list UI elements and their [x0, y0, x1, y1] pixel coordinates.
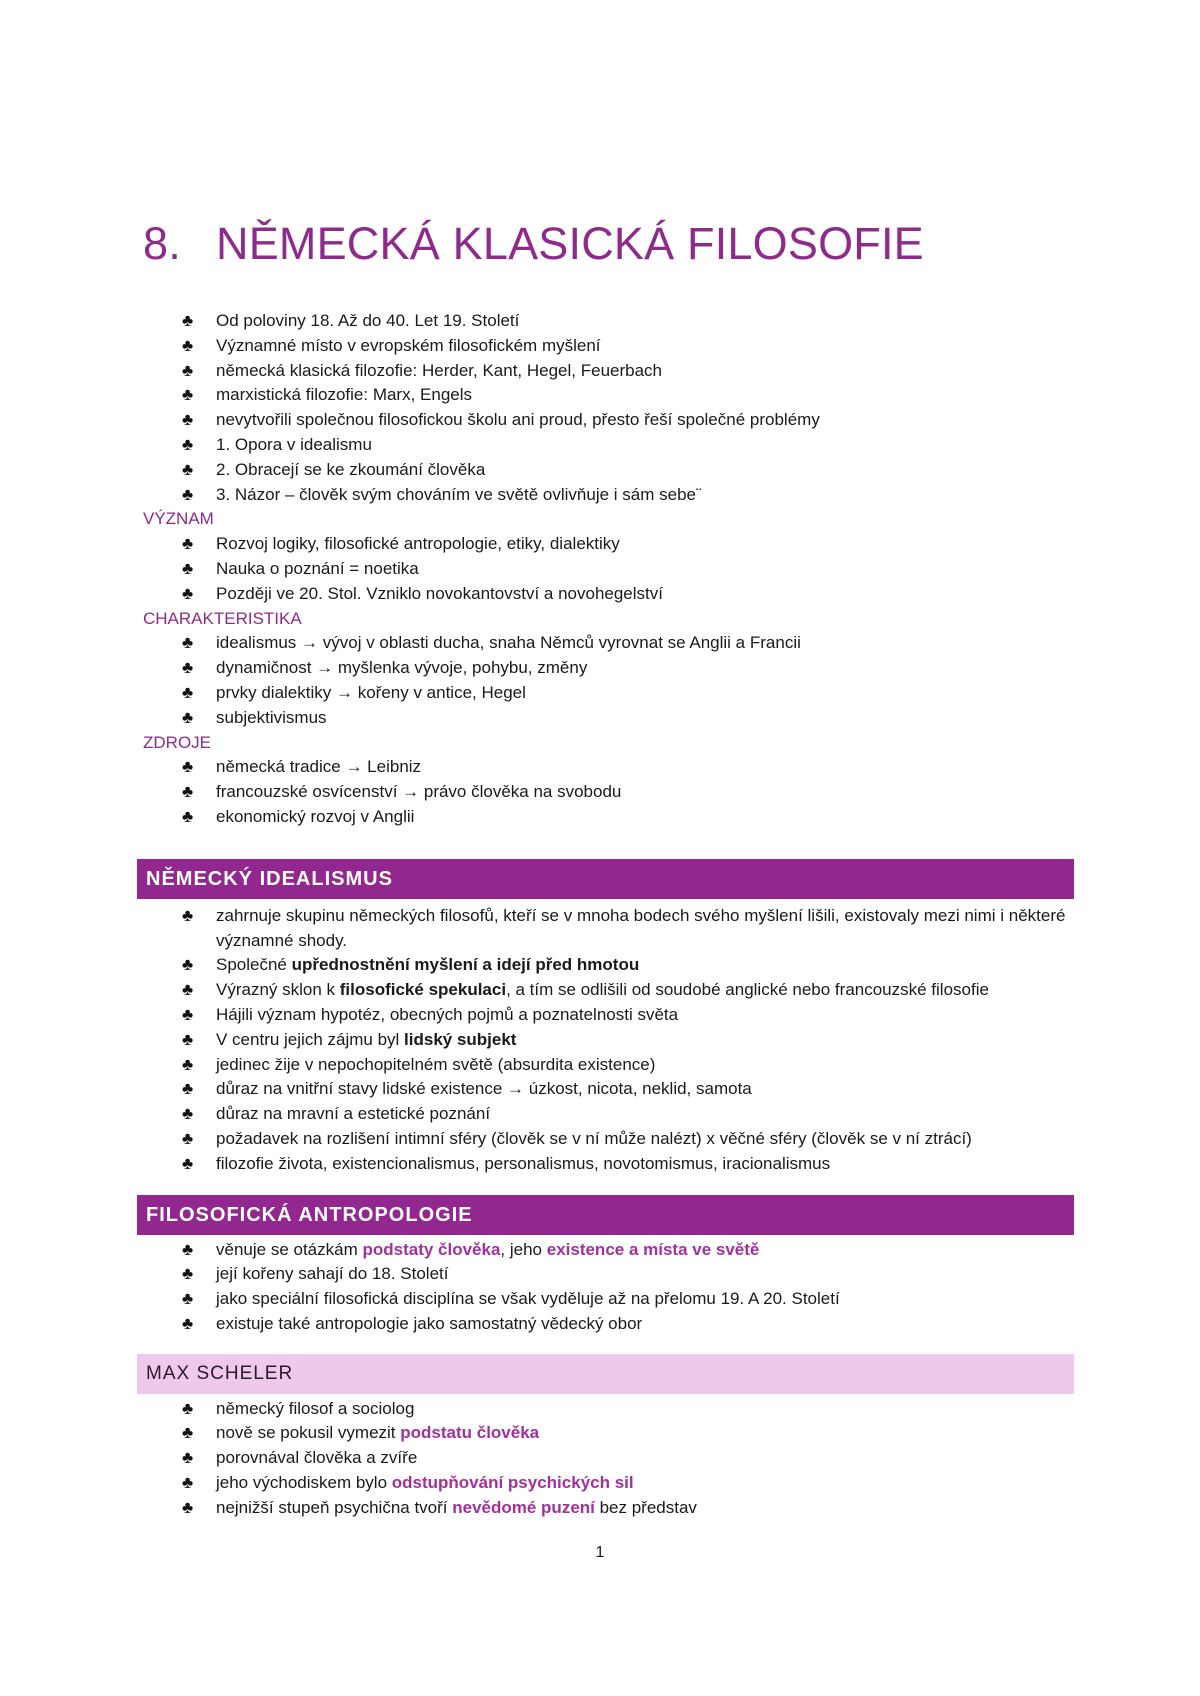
- list-item: ♣ marxistická filozofie: Marx, Engels: [143, 383, 1068, 408]
- list-item: ♣ její kořeny sahají do 18. Století: [143, 1262, 1068, 1287]
- list-item: ♣ věnuje se otázkám podstaty člověka, jeho existence a místa ve světě: [143, 1238, 1068, 1263]
- club-bullet-icon: ♣: [182, 1398, 194, 1418]
- list-item: ♣ německý filosof a sociolog: [143, 1397, 1068, 1422]
- list-item: ♣ dynamičnost → myšlenka vývoje, pohybu, změny: [143, 656, 1068, 681]
- heading-nemecky-idealismus: NĚMECKÝ IDEALISMUS: [137, 859, 1074, 899]
- list-item: ♣ Rozvoj logiky, filosofické antropologie, etiky, dialektiky: [143, 532, 1068, 557]
- club-bullet-icon: ♣: [182, 707, 194, 727]
- list-item: ♣ subjektivismus: [143, 706, 1068, 731]
- list-item: ♣ V centru jejich zájmu byl lidský subjekt: [143, 1028, 1068, 1053]
- club-bullet-icon: ♣: [182, 1264, 194, 1284]
- club-bullet-icon: ♣: [182, 905, 194, 925]
- list-item: ♣ 3. Názor – člověk svým chováním ve světě ovlivňuje i sám sebe¨: [143, 483, 1068, 508]
- club-bullet-icon: ♣: [182, 1153, 194, 1173]
- list-item: ♣ ekonomický rozvoj v Anglii: [143, 805, 1068, 830]
- club-bullet-icon: ♣: [182, 385, 194, 405]
- list-item: ♣ Později ve 20. Stol. Vzniklo novokantovství a novohegelství: [143, 582, 1068, 607]
- club-bullet-icon: ♣: [182, 583, 194, 603]
- list-item: ♣ jako speciální filosofická disciplína se však vyděluje až na přelomu 19. A 20. Století: [143, 1287, 1068, 1312]
- list-item: ♣ nově se pokusil vymezit podstatu člověka: [143, 1421, 1068, 1446]
- heading-max-scheler: MAX SCHELER: [137, 1354, 1074, 1394]
- list-item: ♣ jeho východiskem bylo odstupňování psychických sil: [143, 1471, 1068, 1496]
- club-bullet-icon: ♣: [182, 1128, 194, 1148]
- list-item: ♣ Významné místo v evropském filosofickém myšlení: [143, 334, 1068, 359]
- content: [143, 309, 1068, 1521]
- list-item: ♣ důraz na mravní a estetické poznání: [143, 1102, 1068, 1127]
- club-bullet-icon: ♣: [182, 1079, 194, 1099]
- club-bullet-icon: ♣: [182, 558, 194, 578]
- club-bullet-icon: ♣: [182, 806, 194, 826]
- section-label-vyznam: VÝZNAM: [143, 509, 214, 529]
- list-item: ♣ nevytvořili společnou filosofickou školu ani proud, přesto řeší společné problémy: [143, 408, 1068, 433]
- club-bullet-icon: ♣: [182, 484, 194, 504]
- club-bullet-icon: ♣: [182, 682, 194, 702]
- list-item: ♣ Společné upřednostnění myšlení a idejí před hmotou: [143, 953, 1068, 978]
- club-bullet-icon: ♣: [182, 633, 194, 653]
- list-item: ♣ francouzské osvícenství → právo člověka na svobodu: [143, 780, 1068, 805]
- list-item: ♣ zahrnuje skupinu německých filosofů, kteří se v mnoha bodech svého myšlení lišili, existovaly mezi nimi i některé významné shody.: [182, 905, 1066, 950]
- club-bullet-icon: ♣: [182, 311, 194, 330]
- list-item: ♣ důraz na vnitřní stavy lidské existence → úzkost, nicota, neklid, samota: [143, 1077, 1068, 1102]
- club-bullet-icon: ♣: [182, 459, 194, 479]
- vyznam-list: [143, 532, 1068, 606]
- club-bullet-icon: ♣: [182, 1239, 194, 1259]
- list-item: ♣ existuje také antropologie jako samostatný vědecký obor: [143, 1312, 1068, 1337]
- club-bullet-icon: ♣: [182, 955, 194, 975]
- section-label-charakteristika: CHARAKTERISTIKA: [143, 608, 302, 628]
- club-bullet-icon: ♣: [182, 1497, 194, 1517]
- list-item: ♣ Hájili význam hypotéz, obecných pojmů a poznatelnosti světa: [143, 1003, 1068, 1028]
- club-bullet-icon: ♣: [182, 1289, 194, 1309]
- zdroje-list: [143, 755, 1068, 829]
- list-item: ♣ prvky dialektiky → kořeny v antice, Hegel: [143, 681, 1068, 706]
- club-bullet-icon: ♣: [182, 980, 194, 1000]
- club-bullet-icon: ♣: [182, 1473, 194, 1493]
- club-bullet-icon: ♣: [182, 1004, 194, 1024]
- club-bullet-icon: ♣: [182, 1054, 194, 1074]
- club-bullet-icon: ♣: [182, 757, 194, 777]
- charakteristika-list: [143, 631, 1068, 730]
- club-bullet-icon: ♣: [182, 1448, 194, 1468]
- club-bullet-icon: ♣: [182, 782, 194, 802]
- club-bullet-icon: ♣: [182, 534, 194, 554]
- club-bullet-icon: ♣: [182, 1423, 194, 1443]
- list-item: ♣ Nauka o poznání = noetika: [143, 557, 1068, 582]
- idealismus-list: [143, 904, 1068, 1177]
- club-bullet-icon: ♣: [182, 335, 194, 355]
- list-item: ♣ požadavek na rozlišení intimní sféry (člověk se v ní může nalézt) x věčné sféry (člověk se v ní ztrácí): [143, 1127, 1068, 1152]
- list-item: ♣ jedinec žije v nepochopitelném světě (absurdita existence): [143, 1053, 1068, 1078]
- club-bullet-icon: ♣: [182, 1313, 194, 1333]
- list-item: ♣ filozofie života, existencionalismus, personalismus, novotomismus, iracionalismus: [143, 1152, 1068, 1177]
- club-bullet-icon: ♣: [182, 434, 194, 454]
- list-item: ♣ 1. Opora v idealismu: [143, 433, 1068, 458]
- section-label-zdroje: ZDROJE: [143, 732, 211, 752]
- club-bullet-icon: ♣: [182, 658, 194, 678]
- list-item: ♣ Od poloviny 18. Až do 40. Let 19. Století: [143, 309, 1068, 334]
- heading-filosoficka-antropologie: FILOSOFICKÁ ANTROPOLOGIE: [137, 1195, 1074, 1235]
- club-bullet-icon: ♣: [182, 1029, 194, 1049]
- intro-list: [143, 309, 1068, 507]
- antropologie-list: [143, 1238, 1068, 1337]
- list-item: ♣ nejnižší stupeň psychična tvoří nevědomé puzení bez představ: [143, 1496, 1068, 1521]
- page-number: 1: [595, 1544, 605, 1561]
- chapter-title: NĚMECKÁ KLASICKÁ FILOSOFIE: [216, 218, 924, 269]
- chapter-number: 8.: [143, 218, 181, 269]
- club-bullet-icon: ♣: [182, 410, 194, 430]
- list-item: ♣ porovnával člověka a zvíře: [143, 1446, 1068, 1471]
- list-item: ♣ 2. Obracejí se ke zkoumání člověka: [143, 458, 1068, 483]
- page-title: [143, 218, 924, 270]
- club-bullet-icon: ♣: [182, 360, 194, 380]
- scheler-list: [143, 1397, 1068, 1521]
- list-item: ♣ německá klasická filozofie: Herder, Kant, Hegel, Feuerbach: [143, 359, 1068, 384]
- club-bullet-icon: ♣: [182, 1104, 194, 1124]
- list-item: ♣ idealismus → vývoj v oblasti ducha, snaha Němců vyrovnat se Anglii a Francii: [143, 631, 1068, 656]
- list-item: ♣ německá tradice → Leibniz: [143, 755, 1068, 780]
- list-item: ♣ Výrazný sklon k filosofické spekulaci, a tím se odlišili od soudobé anglické nebo francouzské filosofie: [143, 978, 1068, 1003]
